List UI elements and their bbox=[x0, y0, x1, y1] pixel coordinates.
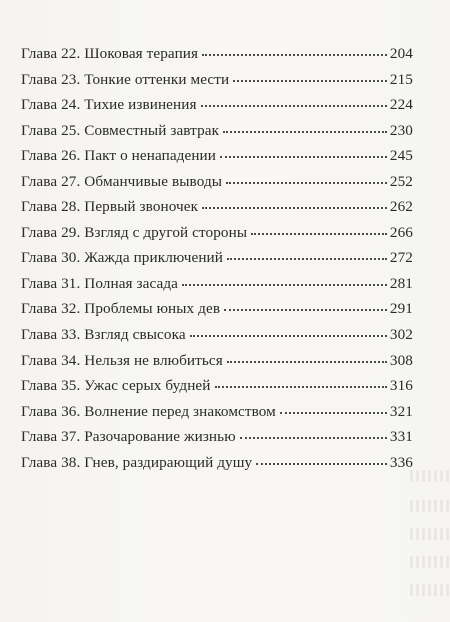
chapter-title: Глава 28. Первый звоночек bbox=[21, 198, 199, 216]
dot-leader bbox=[251, 232, 387, 235]
dot-leader bbox=[190, 334, 387, 337]
chapter-title: Глава 27. Обманчивые выводы bbox=[21, 172, 223, 190]
dot-leader bbox=[215, 385, 387, 388]
dot-leader bbox=[220, 155, 387, 158]
toc-entry bbox=[21, 453, 413, 479]
page-number: 308 bbox=[389, 351, 413, 369]
chapter-title: Глава 33. Взгляд свысока bbox=[21, 326, 186, 344]
chapter-title: Глава 31. Полная засада bbox=[21, 274, 179, 292]
dot-leader bbox=[233, 79, 387, 82]
bleed-through-text bbox=[410, 470, 450, 482]
page-number: 316 bbox=[389, 377, 413, 395]
chapter-title: Глава 24. Тихие извинения bbox=[21, 96, 197, 114]
chapter-title: Глава 23. Тонкие оттенки мести bbox=[21, 70, 230, 88]
toc-entry bbox=[21, 223, 413, 249]
toc-entry bbox=[21, 299, 413, 325]
page-number: 272 bbox=[389, 249, 413, 267]
chapter-title: Глава 32. Проблемы юных дев bbox=[21, 300, 221, 318]
dot-leader bbox=[256, 462, 387, 465]
chapter-title: Глава 22. Шоковая терапия bbox=[21, 45, 199, 62]
page-number: 321 bbox=[389, 402, 413, 420]
chapter-title: Глава 29. Взгляд с другой стороны bbox=[21, 223, 248, 241]
chapter-title: Глава 25. Совместный завтрак bbox=[21, 121, 220, 139]
page-number: 252 bbox=[389, 172, 413, 190]
dot-leader bbox=[280, 411, 387, 414]
page-number: 281 bbox=[389, 274, 413, 292]
toc-entry bbox=[21, 325, 413, 351]
page-number: 215 bbox=[389, 70, 413, 88]
page-number: 266 bbox=[389, 223, 413, 241]
toc-entry bbox=[21, 274, 413, 300]
page-number: 262 bbox=[389, 198, 413, 216]
dot-leader bbox=[227, 360, 387, 363]
page-number: 245 bbox=[389, 147, 413, 165]
chapter-title: Глава 38. Гнев, раздирающий душу bbox=[21, 453, 253, 471]
table-of-contents bbox=[21, 44, 413, 478]
toc-entry bbox=[21, 146, 413, 172]
bleed-through-text bbox=[410, 500, 450, 512]
page-number: 230 bbox=[389, 121, 413, 139]
chapter-title: Глава 36. Волнение перед знакомством bbox=[21, 402, 276, 420]
bleed-through-text bbox=[410, 584, 450, 596]
chapter-title: Глава 34. Нельзя не влюбиться bbox=[21, 351, 223, 369]
chapter-title: Глава 30. Жажда приключений bbox=[21, 249, 224, 267]
dot-leader bbox=[223, 130, 387, 133]
toc-entry bbox=[21, 376, 413, 402]
toc-entry bbox=[21, 95, 413, 121]
page-number: 336 bbox=[389, 453, 413, 471]
dot-leader bbox=[240, 436, 387, 439]
page-number: 224 bbox=[389, 96, 413, 114]
bleed-through-text bbox=[410, 528, 450, 540]
dot-leader bbox=[202, 206, 387, 209]
chapter-title: Глава 26. Пакт о ненападении bbox=[21, 147, 217, 165]
toc-entry bbox=[21, 402, 413, 428]
page-number: 331 bbox=[389, 428, 413, 446]
toc-entry bbox=[21, 427, 413, 453]
toc-entry bbox=[21, 351, 413, 377]
toc-entry bbox=[21, 248, 413, 274]
toc-entry bbox=[21, 197, 413, 223]
dot-leader bbox=[226, 181, 387, 184]
chapter-title: Глава 35. Ужас серых будней bbox=[21, 377, 211, 395]
dot-leader bbox=[201, 104, 387, 107]
dot-leader bbox=[182, 283, 387, 286]
chapter-title: Глава 37. Разочарование жизнью bbox=[21, 428, 236, 446]
toc-entry bbox=[21, 172, 413, 198]
bleed-through-text bbox=[410, 556, 450, 568]
dot-leader bbox=[202, 53, 387, 56]
toc-entry bbox=[21, 121, 413, 147]
page-number: 204 bbox=[389, 45, 413, 62]
dot-leader bbox=[227, 257, 387, 260]
page-number: 302 bbox=[389, 326, 413, 344]
page-number: 291 bbox=[389, 300, 413, 318]
toc-entry bbox=[21, 44, 413, 70]
toc-entry bbox=[21, 70, 413, 96]
dot-leader bbox=[224, 308, 387, 311]
